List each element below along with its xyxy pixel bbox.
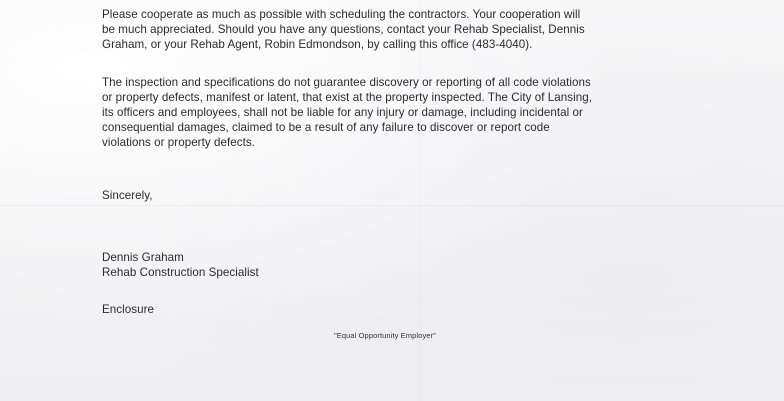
paragraph-contractor-cooperation [102,7,585,52]
paragraph-line: The inspection and specifications do not guarantee discovery or reporting of all code violations [102,76,591,89]
signer-name: Dennis Graham [102,251,184,264]
paragraph-line: or property defects, manifest or latent, that exist at the property inspected. The City of Lansing, [102,91,592,104]
paragraph-line: be much appreciated. Should you have any questions, contact your Rehab Specialist, Dennis [102,23,585,36]
paper-crease [0,205,784,206]
signer-title: Rehab Construction Specialist [102,266,259,279]
paragraph-liability-disclaimer [102,75,592,150]
paragraph-line: violations or property defects. [102,136,255,149]
paragraph-line: consequential damages, claimed to be a result of any failure to discover or report code [102,121,550,134]
paragraph-line: Graham, or your Rehab Agent, Robin Edmondson, by calling this office (483-4040). [102,38,533,51]
equal-opportunity-footer: "Equal Opportunity Employer" [334,331,436,340]
paper-crease [420,0,421,401]
enclosure-note: Enclosure [102,303,155,316]
paragraph-line: Please cooperate as much as possible with scheduling the contractors. Your cooperation will [102,8,581,21]
paragraph-line: its officers and employees, shall not be liable for any injury or damage, including incidental or [102,106,583,119]
closing-salutation: Sincerely, [102,189,153,202]
